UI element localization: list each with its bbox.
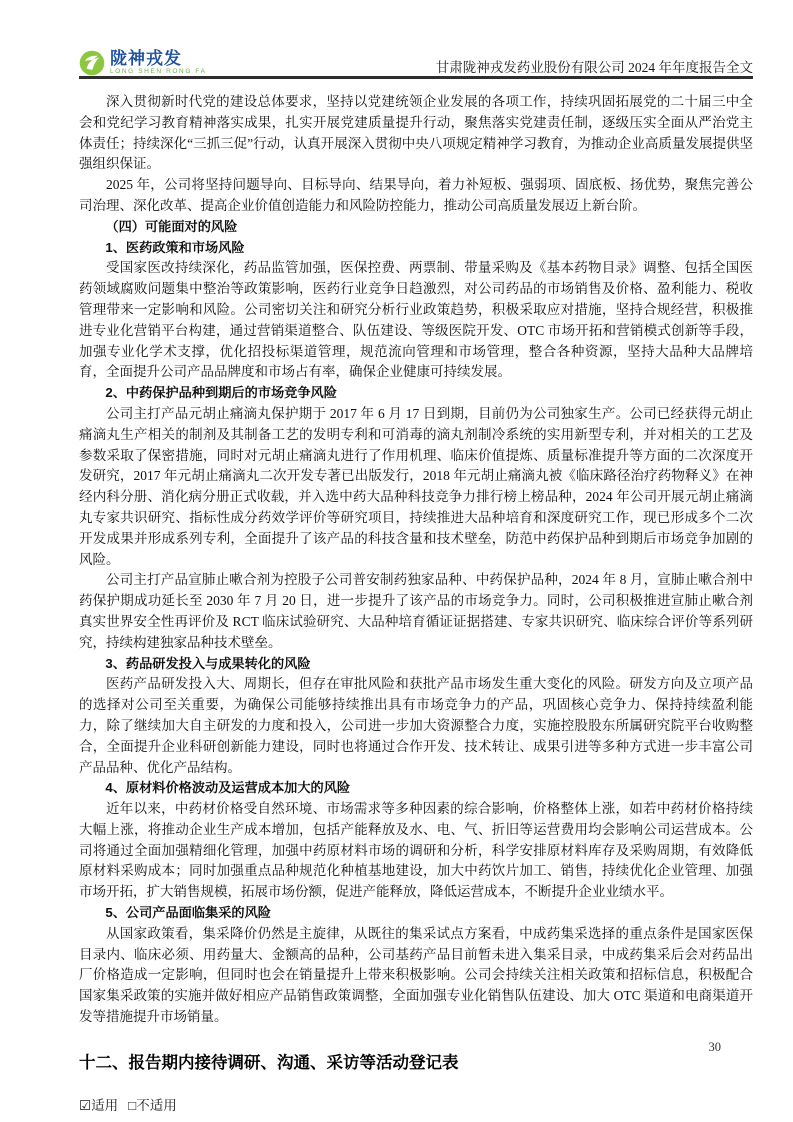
subheading: 3、药品研发投入与成果转化的风险 — [105, 655, 311, 671]
paragraph-list — [79, 92, 753, 1028]
paragraph: 近年以来，中药材价格受自然环境、市场需求等多种因素的综合影响，价格整体上涨，如若中药材价格持续大幅上涨，将推动企业生产成本增加，包括产能释放及水、电、气、折旧等运营费用均会影响公司运营成本。公司将通过全面加强精细化管理，加强中药原材料市场的调研和分析，科学安排原材料库存及采购周期，有效降低原材料采购成本；同时加强重点品种规范化种植基地建设，加大中药饮片加工、销售，持续优化企业管理、加强市场开拓，扩大销售规模，拓展市场份额，促进产能释放，降低运营成本，不断提升企业业绩水平。 — [79, 801, 753, 900]
document-body — [79, 92, 753, 1116]
paragraph: 2025 年，公司将坚持问题导向、目标导向、结果导向，着力补短板、强弱项、固底板、扬优势，聚焦完善公司治理、深化改革、提高企业价值创造能力和风险防控能力，推动公司高质量发展迈上新台阶。 — [79, 177, 753, 213]
company-logo — [79, 50, 207, 76]
paragraph: 受国家医改持续深化，药品监管加强，医保控费、两票制、带量采购及《基本药物目录》调整、包括全国医药领域腐败问题集中整治等政策影响，医药行业竞争日趋激烈，对公司药品的市场销售及价格、盈利能力、税收管理带来一定影响和风险。公司密切关注和研究分析行业政策趋势，积极采取应对措施，坚持合规经营，积极推进专业化营销平台构建，通过营销渠道整合、队伍建设、等级医院开发、OTC 市场开拓和营销模式创新等手段，加强专业化学术支撑，优化招投标渠道管理，规范流向管理和市场管理，整合各种资源，坚持大品种大品牌培育，全面提升公司产品品牌度和市场占有率，确保企业健康可持续发展。 — [79, 260, 753, 380]
paragraph: 医药产品研发投入大、周期长，但存在审批风险和获批产品市场发生重大变化的风险。研发方向及立项产品的选择对公司至关重要，为确保公司能够持续推出具有市场竞争力的产品，巩固核心竞争力、保持持续盈利能力，除了继续加大自主研发的力度和投入，公司进一步加大资源整合力度，实施控股股东所属研究院平台收购整合，全面提升企业科研创新能力建设，同时也将通过合作开发、技术转让、成果引进等多种方式进一步丰富公司产品品种、优化产品结构。 — [79, 676, 753, 775]
subheading: 2、中药保护品种到期后的市场竞争风险 — [105, 385, 337, 401]
subheading: 4、原材料价格波动及运营成本加大的风险 — [105, 780, 351, 796]
subheading: （四）可能面对的风险 — [105, 218, 238, 234]
report-title: 甘肃陇神戎发药业股份有限公司 2024 年年度报告全文 — [435, 60, 753, 75]
header-divider — [79, 76, 753, 79]
logo-text — [110, 50, 207, 76]
applicability-row — [79, 1096, 753, 1116]
logo-icon — [79, 50, 105, 76]
section-title: 十二、报告期内接待调研、沟通、采访等活动登记表 — [79, 1053, 459, 1072]
paragraph: 从国家政策看，集采降价仍然是主旋律，从既往的集采试点方案看，中成药集采选择的重点条件是国家医保目录内、临床必须、用药量大、金额高的品种，公司基药产品目前暂未进入集采目录，中成药集采后会对药品出厂价格造成一定影响，但同时也会在销量提升上带来积极影响。公司会持续关注相关政策和招标信息，积极配合国家集采政策的实施并做好相应产品销售政策调整，全面加强专业化销售队伍建设、加大 OTC 渠道和电商渠道开发等措施提升市场销量。 — [79, 925, 753, 1025]
paragraph: 深入贯彻新时代党的建设总体要求，坚持以党建统领企业发展的各项工作，持续巩固拓展党的二十届三中全会和党纪学习教育精神落实成果，扎实开展党建质量提升行动，聚焦落实党建责任制，逐级压实全面从严治党主体责任；持续深化“三抓三促”行动，认真开展深入贯彻中央八项规定精神学习教育，为推动企业高质量发展提供坚强组织保证。 — [79, 94, 753, 172]
page-header — [79, 44, 753, 76]
paragraph: 公司主打产品宣肺止嗽合剂为控股子公司普安制药独家品种、中药保护品种，2024 年 8 月，宣肺止嗽合剂中药保护期成功延长至 2030 年 7 月 20 日，进一步提升了该产品的市场竞争力。同时，公司积极推进宣肺止嗽合剂真实世界安全性再评价及 RCT 临床试验研究、大品种培育循证证据搭建、专家共识研究、临床综合评价等系列研究，持续构建独家品种技术壁垒。 — [79, 572, 753, 650]
applicable-checkbox-checked: ☑适用 — [79, 1097, 119, 1113]
subheading: 5、公司产品面临集采的风险 — [105, 905, 271, 921]
logo-company-name-en: LONG SHEN RONG FA — [110, 68, 207, 76]
subheading: 1、医药政策和市场风险 — [105, 239, 245, 255]
page-number: 30 — [708, 1040, 721, 1054]
paragraph: 公司主打产品元胡止痛滴丸保护期于 2017 年 6 月 17 日到期，目前仍为公司独家生产。公司已经获得元胡止痛滴丸生产相关的制剂及其制备工艺的发明专利和可消毒的滴丸剂制冷系统的实用新型专利，并对相关的工艺及参数采取了保密措施，同时对元胡止痛滴丸进行了作用机理、临床价值提炼、质量标准提升等方面的二次深度开发研究，2017 年元胡止痛滴丸二次开发专著已出版发行，2018 年元胡止痛滴丸被《临床路径治疗药物释义》在神经内科分册、消化病分册正式收载，并入选中药大品种科技竞争力排行榜上榜品种，2024 年公司开展元胡止痛滴丸专家共识研究、指标性成分药效学评价等研究项目，持续推进大品种培育和深度研究工作，现已形成多个二次开发成果并形成系列专利，全面提升了该产品的科技含量和技术壁垒，防范中药保护品种到期后市场竞争加剧的风险。 — [79, 405, 753, 567]
not-applicable-checkbox-unchecked: □不适用 — [128, 1097, 177, 1113]
logo-company-name: 陇神戎发 — [110, 49, 182, 69]
